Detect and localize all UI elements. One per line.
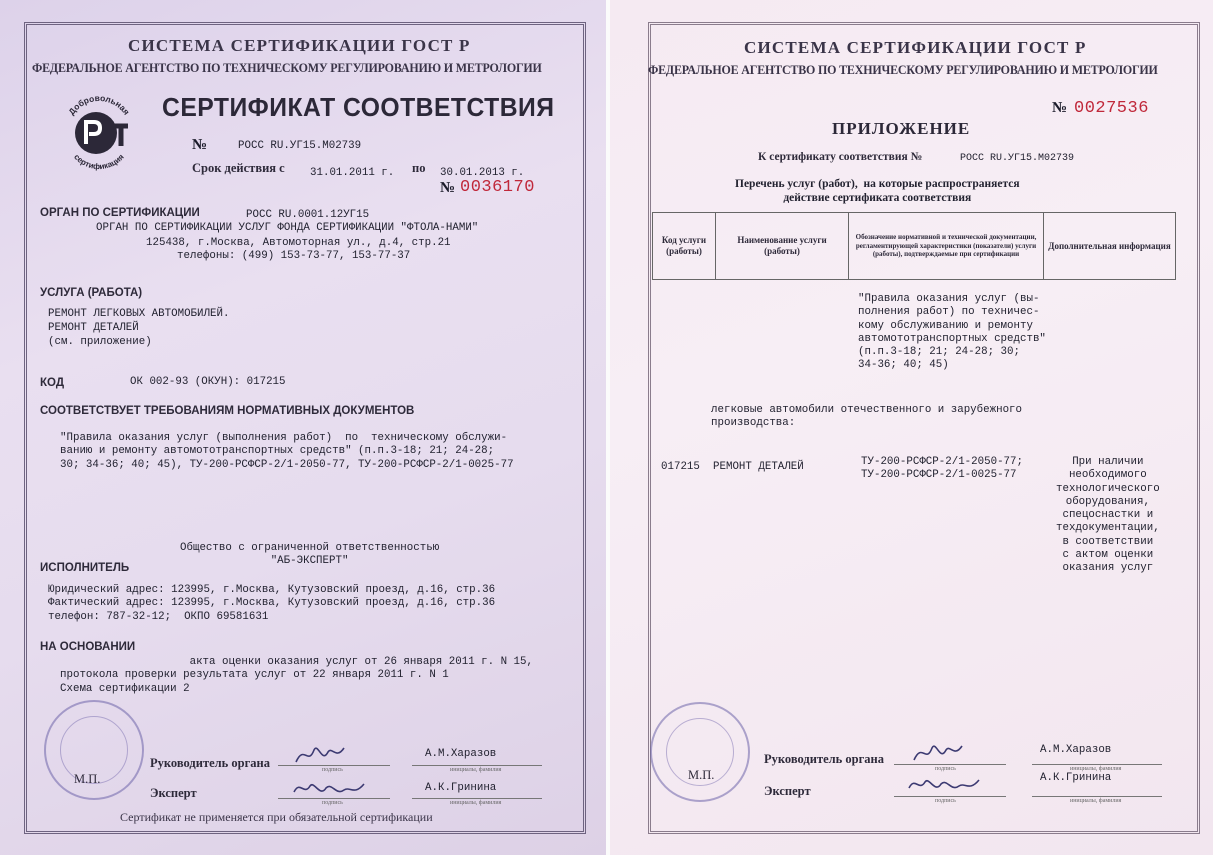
row-docs: ТУ-200-РСФСР-2/1-2050-77; ТУ-200-РСФСР-2/1-0025-77 bbox=[861, 456, 1023, 482]
certificate-page bbox=[0, 0, 606, 855]
org-address: 125438, г.Москва, Автомоторная ул., д.4, стр.21 bbox=[146, 237, 451, 249]
executor-name: Общество с ограниченной ответственностью "АБ-ЭКСПЕРТ" bbox=[180, 542, 440, 568]
requirements-text: "Правила оказания услуг (выполнения работ) по техническому обслужи- ванию и ремонту автомототранспортных средств" (п.п.3-18; 21; 24-28; 30; 34-36; 40; 45), ТУ-200-РСФСР-2/1-2050-77, ТУ-200-РСФСР-2/1-0025-77 bbox=[60, 432, 514, 471]
requirements-label: СООТВЕТСТВУЕТ ТРЕБОВАНИЯМ НОРМАТИВНЫХ ДОКУМЕНТОВ bbox=[40, 405, 415, 417]
rules-text: "Правила оказания услуг (вы- полнения работ) по техничес- кому обслуживанию и ремонту автомототранспортных средств" (п.п.3-18; 21; 24-28; 30; 34-36; 40; 45) bbox=[858, 293, 1046, 372]
appendix-serial-sign: № bbox=[1052, 100, 1068, 116]
seal-mark: М.П. bbox=[74, 772, 101, 786]
appendix-expert-name: А.К.Гринина bbox=[1040, 772, 1112, 784]
gost-r-logo bbox=[58, 92, 140, 174]
expert-signature-caption: подпись bbox=[322, 800, 343, 806]
org-code: РОСС RU.0001.12УГ15 bbox=[246, 209, 370, 221]
org-label: ОРГАН ПО СЕРТИФИКАЦИИ bbox=[40, 207, 200, 219]
service-label: УСЛУГА (РАБОТА) bbox=[40, 287, 143, 299]
executor-details: Юридический адрес: 123995, г.Москва, Кутузовский проезд, д.16, стр.36 Фактический адрес: 123995, г.Москва, Кутузовский проезд, д.16, стр.36 телефон: 787-32-12; ОКПО 69581631 bbox=[48, 584, 496, 623]
row-info: При наличии необходимого технологического оборудования, спецоснастки и техдокументации, в соответствии с актом оценки оказания услуг bbox=[1056, 456, 1160, 575]
service-line-1: РЕМОНТ ЛЕГКОВЫХ АВТОМОБИЛЕЙ. bbox=[48, 308, 230, 320]
appendix-head-label: Руководитель органа bbox=[764, 752, 884, 766]
appendix-head-signature-caption: подпись bbox=[935, 766, 956, 772]
row-name: РЕМОНТ ДЕТАЛЕЙ bbox=[713, 461, 804, 473]
services-table-header bbox=[652, 212, 1176, 280]
code-value: ОК 002-93 (ОКУН): 017215 bbox=[130, 376, 286, 388]
certificate-number: РОСС RU.УГ15.М02739 bbox=[238, 140, 362, 152]
to-cert-label: К сертификату соответствия № bbox=[758, 151, 923, 163]
row-code: 017215 bbox=[661, 461, 700, 473]
appendix-expert-name-caption: инициалы, фамилия bbox=[1070, 798, 1122, 804]
appendix-seal-stamp bbox=[650, 702, 750, 802]
expert-label: Эксперт bbox=[150, 786, 197, 800]
appendix-title: ПРИЛОЖЕНИЕ bbox=[832, 119, 971, 138]
appendix-expert-label: Эксперт bbox=[764, 784, 811, 798]
head-name-caption: инициалы, фамилия bbox=[450, 767, 502, 773]
basis-text: акта оценки оказания услуг от 26 января 2011 г. N 15, протокола проверки результата услуг от 22 января 2011 г. N 1 Схема сертификации 2 bbox=[60, 656, 533, 695]
code-label: КОД bbox=[40, 377, 65, 389]
serial-number: 0036170 bbox=[460, 178, 535, 197]
basis-label: НА ОСНОВАНИИ bbox=[40, 641, 136, 653]
col-code-header: Код услуги (работы) bbox=[652, 212, 716, 280]
appendix-system-title: СИСТЕМА СЕРТИФИКАЦИИ ГОСТ Р bbox=[744, 38, 1087, 57]
validity-label: Срок действия с bbox=[192, 161, 285, 175]
agency-title: ФЕДЕРАЛЬНОЕ АГЕНТСТВО ПО ТЕХНИЧЕСКОМУ РЕГУЛИРОВАНИЮ И МЕТРОЛОГИИ bbox=[32, 61, 542, 75]
org-phones: телефоны: (499) 153-73-77, 153-77-37 bbox=[177, 250, 411, 262]
appendix-serial-number: 0027536 bbox=[1074, 99, 1149, 118]
appendix-head-name: А.М.Харазов bbox=[1040, 744, 1112, 756]
expert-name: А.К.Гринина bbox=[425, 782, 497, 794]
serial-sign: № bbox=[440, 180, 456, 196]
certificate-title: СЕРТИФИКАТ СООТВЕТСТВИЯ bbox=[162, 92, 555, 122]
appendix-seal-mark: М.П. bbox=[688, 768, 715, 782]
service-line-3: (см. приложение) bbox=[48, 336, 152, 348]
org-name: ОРГАН ПО СЕРТИФИКАЦИИ УСЛУГ ФОНДА СЕРТИФИКАЦИИ "ФТОЛА-НАМИ" bbox=[96, 222, 479, 234]
executor-label: ИСПОЛНИТЕЛЬ bbox=[40, 562, 130, 574]
valid-to-label: по bbox=[412, 161, 426, 175]
appendix-expert-signature-caption: подпись bbox=[935, 798, 956, 804]
bottom-note: Сертификат не применяется при обязательной сертификации bbox=[120, 810, 433, 824]
head-signature-caption: подпись bbox=[322, 767, 343, 773]
appendix-head-name-caption: инициалы, фамилия bbox=[1070, 766, 1122, 772]
list-heading: Перечень услуг (работ), на которые распространяется действие сертификата соответствия bbox=[735, 178, 1020, 204]
appendix-agency-title: ФЕДЕРАЛЬНОЕ АГЕНТСТВО ПО ТЕХНИЧЕСКОМУ РЕГУЛИРОВАНИЮ И МЕТРОЛОГИИ bbox=[648, 63, 1158, 77]
svg-text:Добровольная: Добровольная bbox=[66, 92, 132, 117]
system-title: СИСТЕМА СЕРТИФИКАЦИИ ГОСТ Р bbox=[128, 36, 471, 55]
number-sign: № bbox=[192, 137, 208, 153]
col-info-header: Дополнительная информация bbox=[1043, 212, 1176, 280]
col-name-header: Наименование услуги (работы) bbox=[715, 212, 849, 280]
service-line-2: РЕМОНТ ДЕТАЛЕЙ bbox=[48, 322, 139, 334]
expert-name-caption: инициалы, фамилия bbox=[450, 800, 502, 806]
head-name: А.М.Харазов bbox=[425, 748, 497, 760]
col-docs-header: Обозначение нормативной и технической документации, регламентирующей характеристики (показатели) услуги (работы), подтверждаемые при сертификации bbox=[848, 212, 1044, 280]
valid-to: 30.01.2013 г. bbox=[440, 167, 525, 179]
vehicles-text: легковые автомобили отечественного и зарубежного производства: bbox=[711, 404, 1023, 430]
to-cert-number: РОСС RU.УГ15.М02739 bbox=[960, 153, 1075, 164]
svg-text:сертификация: сертификация bbox=[72, 152, 126, 172]
valid-from: 31.01.2011 г. bbox=[310, 167, 395, 179]
head-label: Руководитель органа bbox=[150, 756, 270, 770]
